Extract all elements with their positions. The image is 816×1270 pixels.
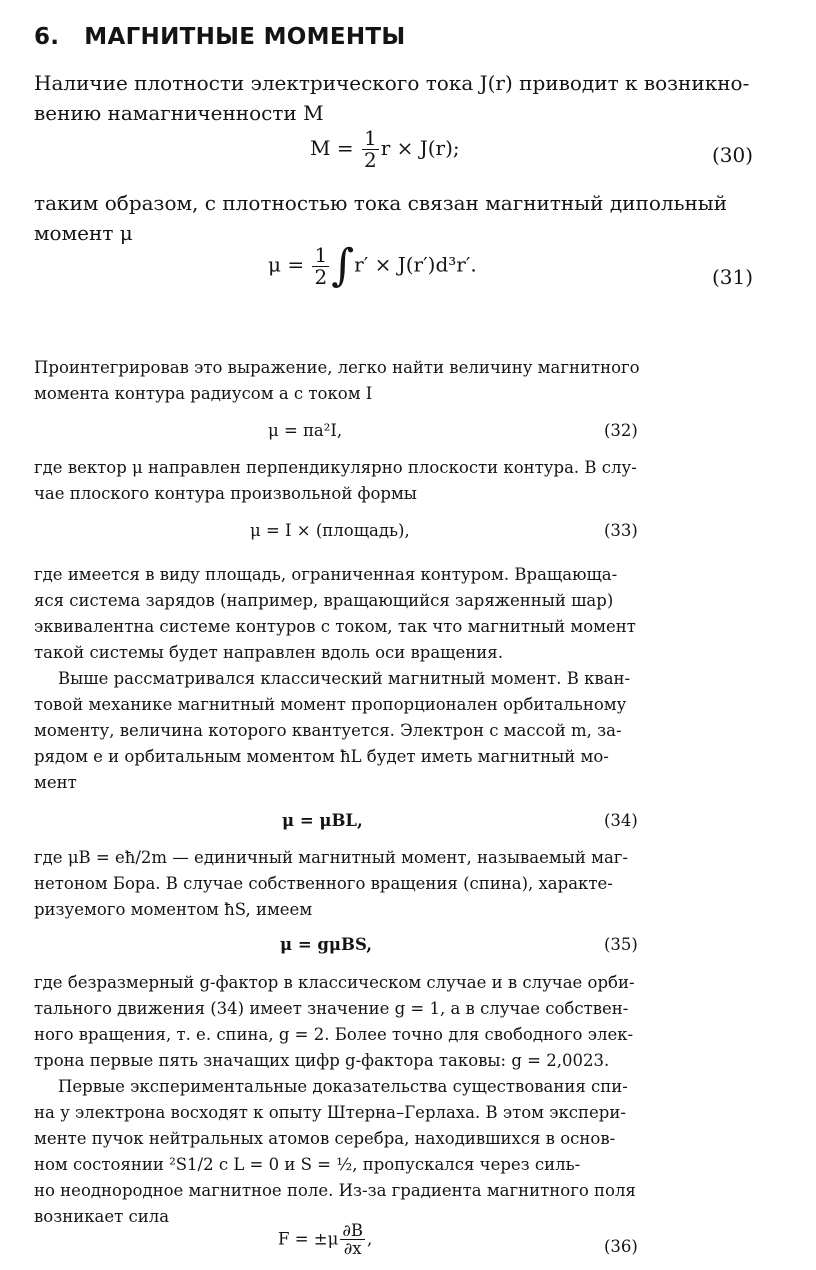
equation-number-32: (32) — [604, 421, 638, 440]
fraction-partial-derivative: $\frac{\partial B}{\partial x}$ — [342, 1221, 363, 1259]
body-line: менте пучок нейтральных атомов серебра, находившихся в основ- — [34, 1129, 616, 1148]
body-line: ном состоянии ²S1/2 с L = 0 и S = ½, пропускался через силь- — [34, 1155, 581, 1174]
equation-number-30: (30) — [712, 143, 754, 167]
intro-line-3: таким образом, с плотностью тока связан магнитный дипольный — [34, 191, 728, 215]
equation-number-35: (35) — [604, 935, 638, 954]
equation-36: F = ±μ $\frac{\partial B}{\partial x}$ , — [278, 1221, 373, 1259]
body-line: Первые экспериментальные доказательства существования спи- — [58, 1077, 628, 1096]
body-line: где вектор μ направлен перпендикулярно плоскости контура. В слу- — [34, 458, 637, 477]
body-line: Проинтегрировав это выражение, легко найти величину магнитного — [34, 358, 640, 377]
body-line: мент — [34, 773, 77, 792]
body-line: товой механике магнитный момент пропорционален орбитальному — [34, 695, 627, 714]
body-line: эквивалентна системе контуров с током, так что магнитный момент — [34, 617, 636, 636]
body-line: ризуемого моментом ħS, имеем — [34, 900, 313, 919]
body-line: трона первые пять значащих цифр g-фактора таковы: g = 2,0023. — [34, 1051, 610, 1070]
body-line: Выше рассматривался классический магнитный момент. В кван- — [58, 669, 631, 688]
body-line: яся система зарядов (например, вращающийся заряженный шар) — [34, 591, 614, 610]
fraction-one-half: $\frac{1}{2}$ — [363, 126, 377, 172]
equation-32: μ = πa²I, — [268, 421, 343, 440]
body-line: моменту, величина которого квантуется. Электрон с массой m, за- — [34, 721, 622, 740]
body-line: где имеется в виду площадь, ограниченная контуром. Вращающа- — [34, 565, 618, 584]
body-line: чае плоского контура произвольной формы — [34, 484, 417, 503]
body-line: тального движения (34) имеет значение g = 1, а в случае собствен- — [34, 999, 629, 1018]
intro-line-4: момент μ — [34, 221, 133, 245]
body-line: нетоном Бора. В случае собственного вращения (спина), характе- — [34, 874, 613, 893]
equation-number-36: (36) — [604, 1237, 638, 1256]
section-number: 6. — [34, 24, 60, 50]
body-line: ного вращения, т. е. спина, g = 2. Более точно для свободного элек- — [34, 1025, 634, 1044]
equation-34: μ = μBL, — [282, 811, 363, 830]
body-line: возникает сила — [34, 1207, 170, 1226]
body-line: где μB = eħ/2m — единичный магнитный момент, называемый маг- — [34, 848, 629, 867]
fraction-one-half: $\frac{1}{2}$ — [314, 242, 328, 289]
equation-number-34: (34) — [604, 811, 638, 830]
equation-35: μ = gμBS, — [280, 935, 373, 954]
body-line: где безразмерный g-фактор в классическом случае и в случае орби- — [34, 973, 635, 992]
intro-line-2: вению намагниченности M — [34, 101, 324, 125]
body-line: рядом e и орбитальным моментом ħL будет иметь магнитный мо- — [34, 747, 609, 766]
integral-sign: ∫ — [331, 240, 355, 291]
equation-30: M = $\frac{1}{2}$ r × J(r); — [310, 126, 460, 172]
section-title — [34, 24, 406, 50]
body-line: момента контура радиусом a с током I — [34, 384, 373, 403]
equation-31: μ = $\frac{1}{2}$ ∫r′ × J(r′)d³r′. — [268, 240, 477, 291]
intro-line-1: Наличие плотности электрического тока J(r) приводит к возникно- — [34, 71, 750, 95]
section-heading: МАГНИТНЫЕ МОМЕНТЫ — [84, 24, 406, 50]
equation-number-31: (31) — [712, 265, 754, 289]
equation-33: μ = I × (площадь), — [250, 521, 410, 540]
body-line: такой системы будет направлен вдоль оси вращения. — [34, 643, 503, 662]
equation-number-33: (33) — [604, 521, 638, 540]
body-line: но неоднородное магнитное поле. Из-за градиента магнитного поля — [34, 1181, 636, 1200]
body-line: на у электрона восходят к опыту Штерна–Герлаха. В этом экспери- — [34, 1103, 626, 1122]
